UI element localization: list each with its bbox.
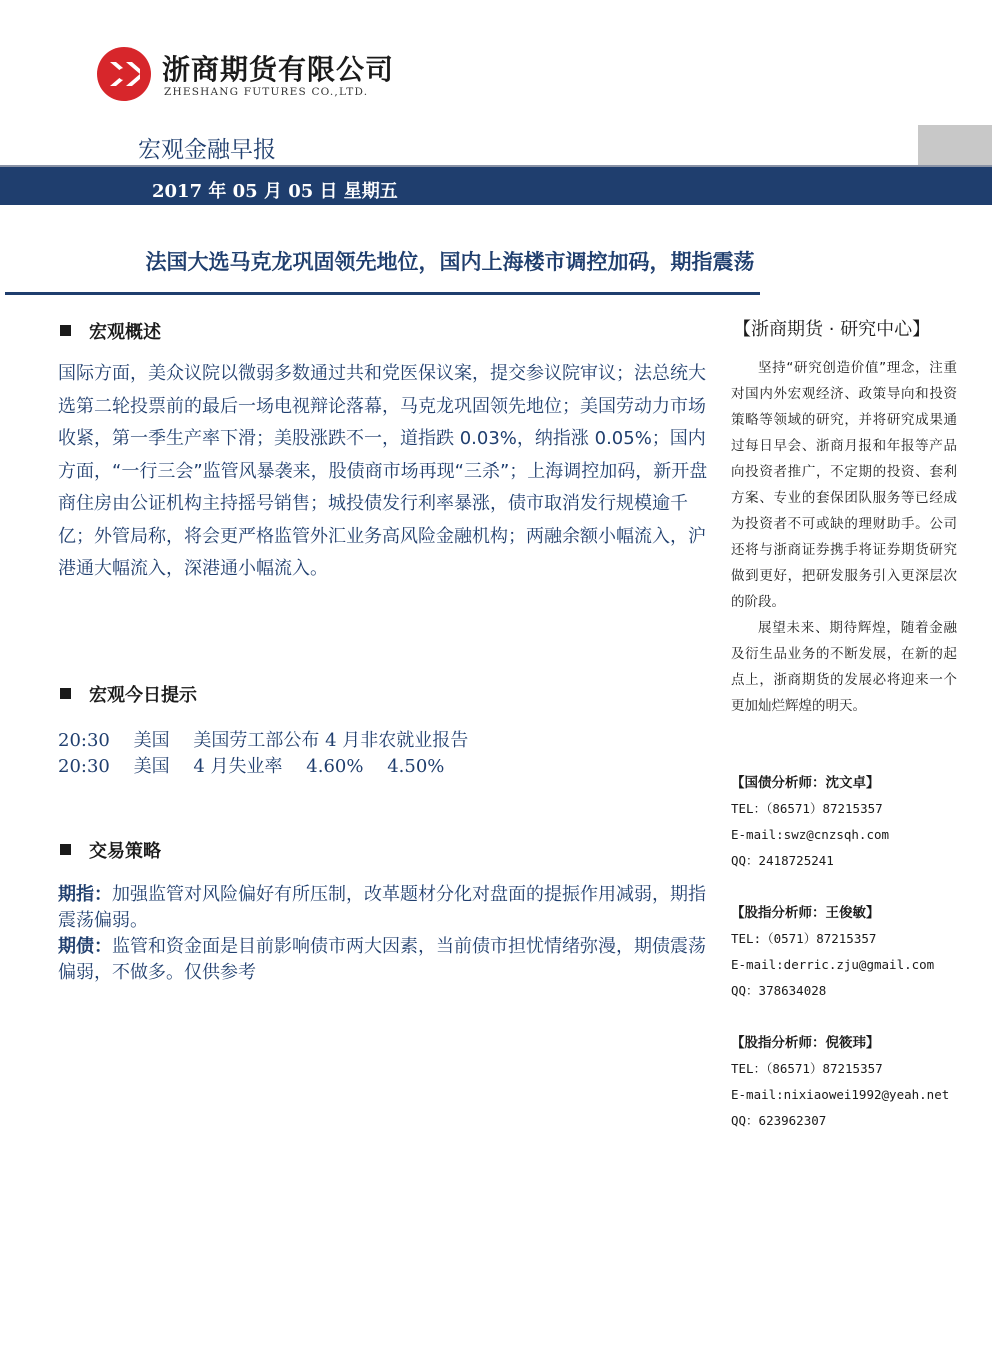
analyst-qq: QQ：623962307: [731, 1113, 827, 1128]
sidebar-about-paragraph: 坚持“研究创造价值”理念，注重对国内外宏观经济、政策导向和投资策略等领域的研究，并将研究成果通过每日早会、浙商月报和年报等产品向投资者推广，不定期的投资、套利方案、专业的套保团队服务等已经成为投资者不可或缺的理财助手。公司还将与浙商证券携手将证券期货研究做到更好，把研发服务引入更深层次的阶段。: [731, 360, 957, 610]
company-name-cn: 浙商期货有限公司: [162, 53, 395, 86]
strategy-item-bond-futures: [58, 934, 710, 986]
sidebar-title: 【浙商期货 · 研究中心】: [733, 319, 931, 340]
square-bullet-icon: [60, 688, 71, 699]
analyst-email[interactable]: E-mail:derric.zju@gmail.com: [731, 957, 935, 972]
headline-divider: [5, 292, 760, 295]
calendar-time: 20:30: [58, 756, 110, 777]
strategy-text: 加强监管对风险偏好有所压制，改革题材分化对盘面的提振作用减弱，期指震荡偏弱。: [58, 884, 706, 931]
calendar-event: 美国劳工部公布 4 月非农就业报告: [193, 730, 469, 751]
analyst-qq: QQ：2418725241: [731, 853, 834, 868]
calendar-time: 20:30: [58, 730, 110, 751]
report-date: 2017 年 05 月 05 日 星期五: [152, 181, 398, 202]
strategy-item-index-futures: [58, 882, 710, 934]
page-title: 法国大选马克龙巩固领先地位，国内上海楼市调控加码，期指震荡: [145, 250, 755, 274]
macro-overview-text: 国际方面，美众议院以微弱多数通过共和党医保议案，提交参议院审议；法总统大选第二轮投票前的最后一场电视辩论落幕，马克龙巩固领先地位；美国劳动力市场收紧，第一季生产率下滑；美股涨跌不一，道指跌 0.03%，纳指涨 0.05%；国内方面，“一行三会”监管风暴袭来，股债商市场再现“三杀”；上海调控加码，新开盘商住房由公证机构主持摇号销售；城投债发行利率暴涨，债市取消发行规模逾千亿；外管局称，将会更严格监管外汇业务高风险金融机构；两融余额小幅流入，沪港通大幅流入，深港通小幅流入。: [58, 363, 708, 579]
analyst-qq: QQ：378634028: [731, 983, 827, 998]
company-logo: [96, 44, 395, 106]
report-type: 宏观金融早报: [138, 137, 276, 163]
zheshang-logo-icon: [96, 46, 152, 102]
company-name-en: ZHESHANG FUTURES CO.,LTD.: [164, 86, 369, 98]
section-heading-macro-overview: 宏观概述: [60, 318, 161, 344]
calendar-country: 美国: [133, 730, 170, 751]
sidebar-about-paragraph: 展望未来、期待辉煌，随着金融及衍生品业务的不断发展，在新的起点上，浙商期货的发展必将迎来一个更加灿烂辉煌的明天。: [731, 620, 957, 714]
calendar-forecast: 4.50%: [387, 756, 445, 777]
square-bullet-icon: [60, 844, 71, 855]
analyst-tel: TEL：（86571）87215357: [731, 801, 883, 816]
calendar-event: 4 月失业率: [193, 756, 283, 777]
header-decoration-block: [918, 125, 992, 165]
analyst-tel: TEL:（0571）87215357: [731, 931, 877, 946]
calendar-row: [58, 752, 462, 778]
analyst-email[interactable]: E-mail:nixiaowei1992@yeah.net: [731, 1087, 950, 1102]
square-bullet-icon: [60, 325, 71, 336]
analyst-card: [731, 770, 889, 874]
section-heading-macro-calendar: 宏观今日提示: [60, 681, 197, 707]
calendar-country: 美国: [133, 756, 170, 777]
analyst-card: [731, 1030, 949, 1134]
analyst-title: 【国债分析师：沈文卓】: [731, 775, 880, 791]
calendar-row: [58, 726, 486, 752]
date-bar: [0, 167, 992, 205]
calendar-previous: 4.60%: [306, 756, 364, 777]
analyst-title: 【股指分析师：倪筱玮】: [731, 1035, 880, 1051]
strategy-label: 期指：: [58, 884, 112, 905]
strategy-label: 期债：: [58, 936, 112, 957]
analyst-tel: TEL：（86571）87215357: [731, 1061, 883, 1076]
analyst-card: [731, 900, 934, 1004]
strategy-text: 监管和资金面是目前影响债市两大因素，当前债市担忧情绪弥漫，期债震荡偏弱，不做多。仅供参考: [58, 936, 706, 983]
analyst-email[interactable]: E-mail:swz@cnzsqh.com: [731, 827, 890, 842]
sidebar-about: [731, 355, 957, 719]
section-heading-strategy: 交易策略: [60, 837, 161, 863]
analyst-title: 【股指分析师：王俊敏】: [731, 905, 880, 921]
